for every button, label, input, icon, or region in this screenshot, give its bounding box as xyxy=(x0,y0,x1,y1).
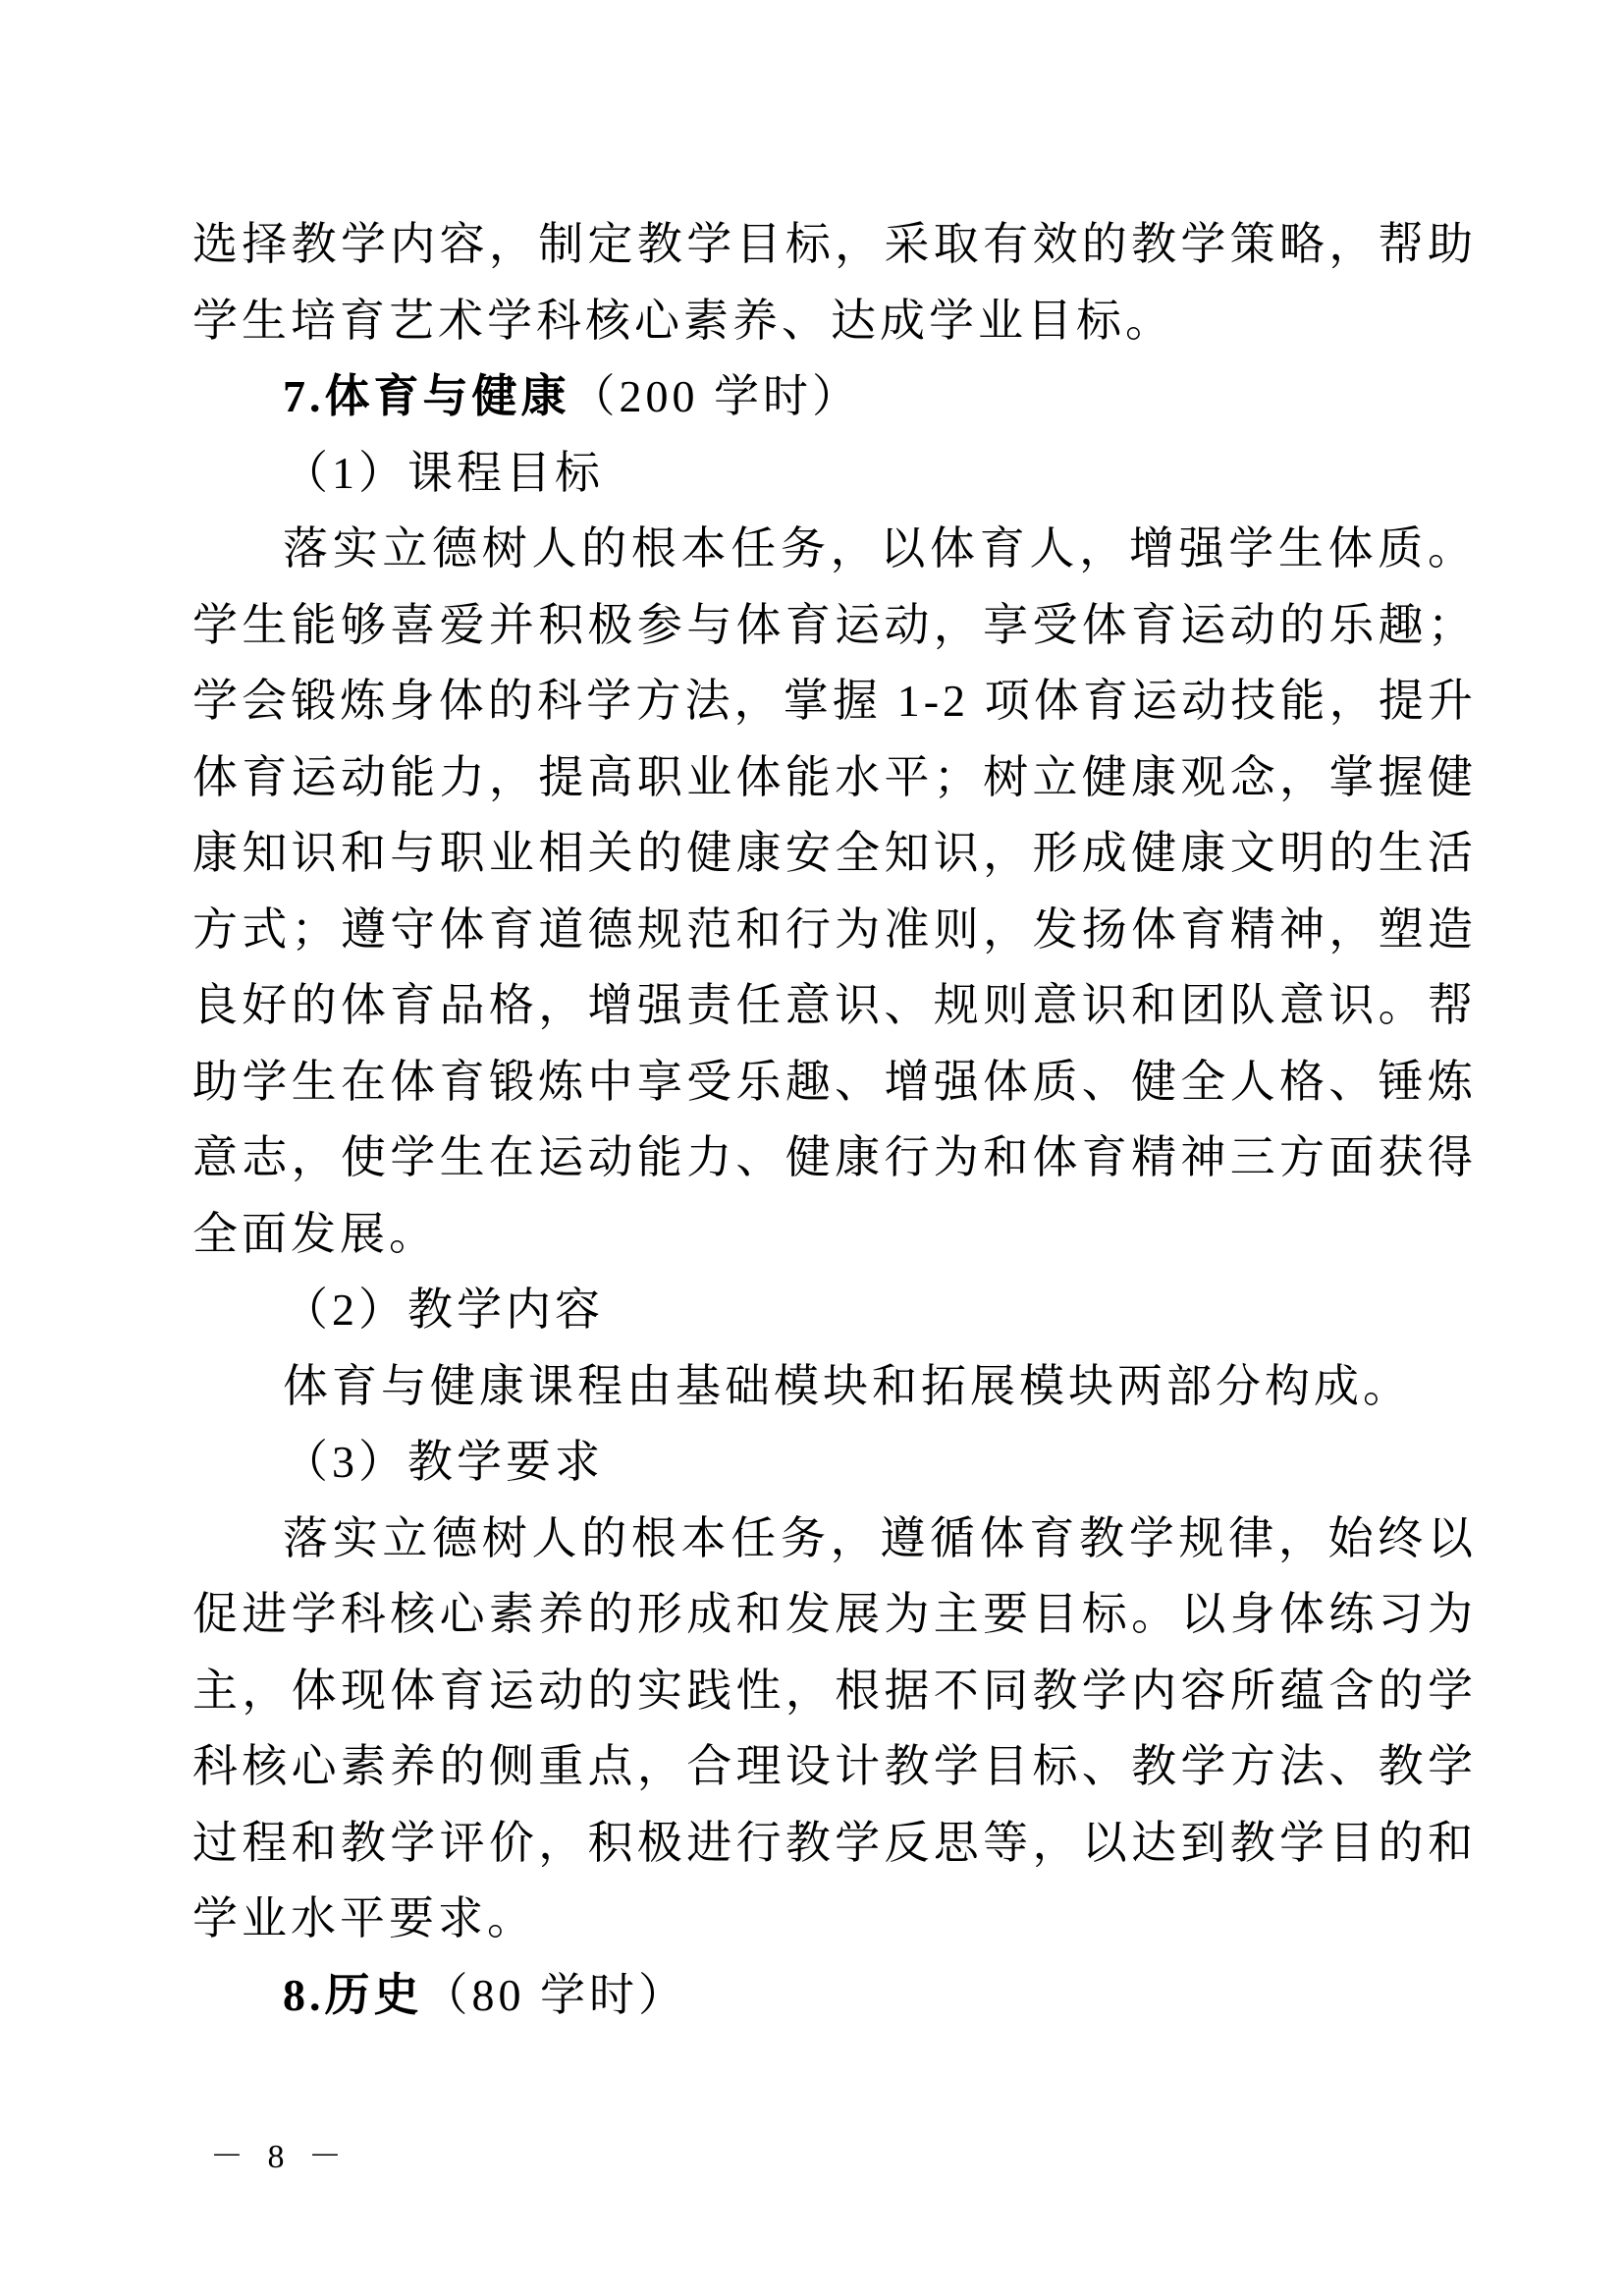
paragraph-intro-continuation: 选择教学内容，制定教学目标，采取有效的教学策略，帮助学生培育艺术学科核心素养、达成学业目标。 xyxy=(192,219,1477,346)
paragraph-teaching-content: 体育与健康课程由基础模块和拓展模块两部分构成。 xyxy=(283,1360,1412,1411)
subheading-teaching-content: （2）教学内容 xyxy=(283,1285,604,1335)
heading-section-8-number-title: 8.历史 xyxy=(283,1969,423,2020)
heading-section-7-number-title: 7.体育与健康 xyxy=(283,371,570,421)
heading-section-8 xyxy=(192,1957,1477,2034)
document-body xyxy=(192,206,1477,2033)
paragraph-teaching-requirements: 落实立德树人的根本任务，遵循体育教学规律，始终以促进学科核心素养的形成和发展为主要目标。以身体练习为主，体现体育运动的实践性，根据不同教学内容所蕴含的学科核心素养的侧重点，合理设计教学目标、教学方法、教学过程和教学评价，积极进行教学反思等，以达到教学目的和学业水平要求。 xyxy=(192,1512,1477,1943)
subheading-course-objectives: （1）课程目标 xyxy=(283,447,604,498)
heading-section-8-hours: （80 学时） xyxy=(422,1969,687,2020)
heading-section-7-hours: （200 学时） xyxy=(569,371,861,421)
paragraph-course-objectives: 落实立德树人的根本任务，以体育人，增强学生体质。学生能够喜爱并积极参与体育运动，享受体育运动的乐趣；学会锻炼身体的科学方法，掌握 1-2 项体育运动技能，提升体育运动能力，提高职业体能水平；树立健康观念，掌握健康知识和与职业相关的健康安全知识，形成健康文明的生活方式；遵守体育道德规范和行为准则，发扬体育精神，塑造良好的体育品格，增强责任意识、规则意识和团队意识。帮助学生在体育锻炼中享受乐趣、增强体质、健全人格、锤炼意志，使学生在运动能力、健康行为和体育精神三方面获得全面发展。 xyxy=(192,523,1477,1259)
heading-section-7 xyxy=(192,358,1477,435)
page-number: － 8 － xyxy=(210,2139,350,2175)
subheading-teaching-requirements: （3）教学要求 xyxy=(283,1437,604,1487)
